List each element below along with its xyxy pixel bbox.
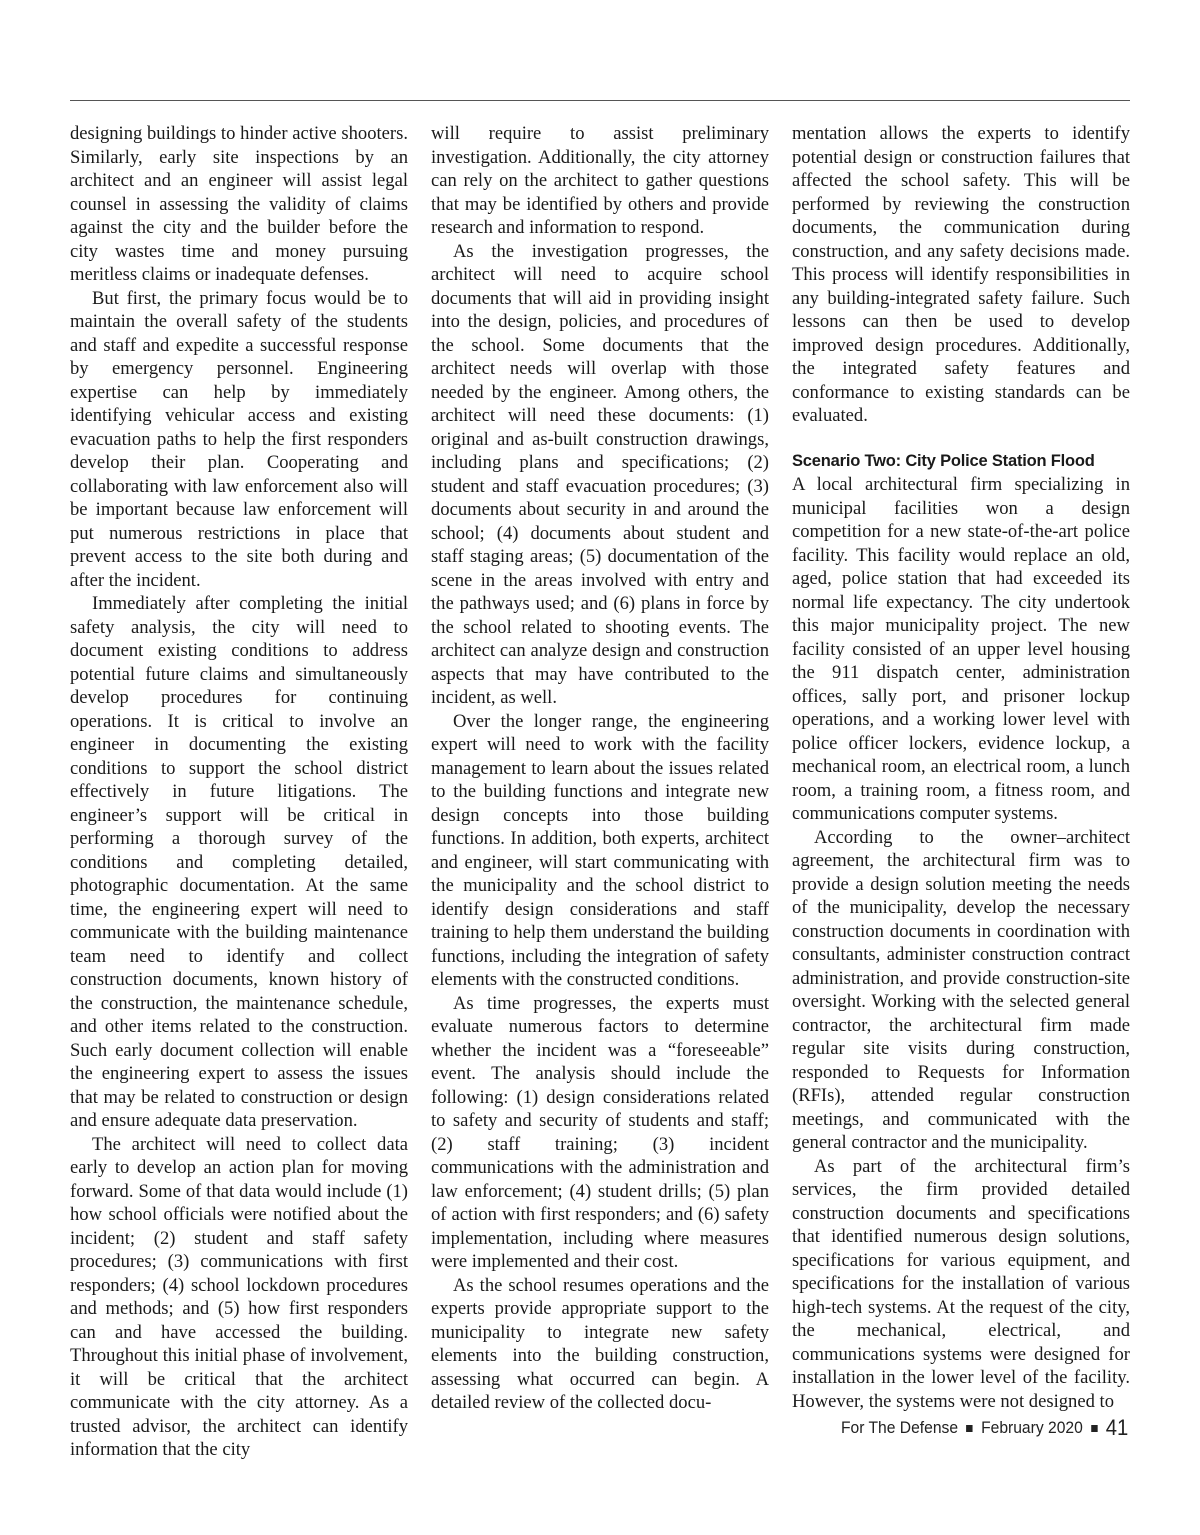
- paragraph: A local architectural firm specializing in municipal facilities won a design competition for a new state-of-the-art police facility. This facility would replace an old, aged, police station that had exceeded its normal life expectancy. The city undertook this major municipality project. The new facility consisted of an upper level housing the 911 dispatch center, administration offices, sally port, and prisoner lockup operations, and a working lower level with police officer lockers, evidence lockup, a mechanical room, an electrical room, a lunch room, a training room, a fitness room, and communications computer systems.: [792, 474, 1130, 824]
- paragraph: designing buildings to hinder active shooters. Similarly, early site inspections by an architect and an engineer will assist legal counsel in assessing the validity of claims against the city and the builder before the city wastes time and money pursuing meritless claims or inadequate defenses.: [70, 123, 408, 285]
- section-heading: Scenario Two: City Police Station Flood: [792, 451, 1095, 470]
- paragraph: The architect will need to collect data early to develop an action plan for moving forward. Some of that data would include (1) how school officials were notified about the incident; (2) student and staff safety procedures; (3) communications with first responders; (4) school lockdown procedures and methods; and (5) how first responders can and have accessed the building. Throughout this initial phase of involvement, it will be critical that the architect communicate with the city attorney. As a trusted advisor, the architect can identify information that the city: [70, 1133, 408, 1460]
- separator-bullet-icon: [1091, 1425, 1097, 1432]
- separator-bullet-icon: [966, 1425, 972, 1432]
- paragraph: As the school resumes operations and the experts provide appropriate support to the municipality to integrate new safety elements into the building construction, assessing what occurred can begin. A detailed review of the collected docu-: [431, 1274, 769, 1413]
- header-rule: [70, 100, 1130, 101]
- paragraph: As time progresses, the experts must evaluate numerous factors to determine whether the incident was a “foreseeable” event. The analysis should include the following: (1) design considerations related to safety and security of students and staff; (2) staff training; (3) incident communications with the administration and law enforcement; (4) student drills; (5) plan of action with first responders; and (6) safety implementation, including where measures were implemented and their cost.: [431, 992, 769, 1272]
- text-column-2: [431, 122, 769, 1415]
- page-footer: [841, 1415, 1128, 1441]
- paragraph: As part of the architectural firm’s services, the firm provided detailed construction documents and specifications that identified numerous design solutions, specifications for various equipment, and specifications for the installation of various high-tech systems. At the request of the city, the mechanical, electrical, and communications systems were designed for installation in the lower level of the facility. However, the systems were not designed to: [792, 1155, 1130, 1412]
- paragraph: As the investigation progresses, the architect will need to acquire school documents that will aid in providing insight into the design, policies, and procedures of the school. Some documents that the architect needs will overlap with those needed by the engineer. Among others, the architect will need these documents: (1) original and as-built construction drawings, including plans and specifications; (2) student and staff evacuation procedures; (3) documents about security in and around the school; (4) documents about student and staff staging areas; (5) documentation of the scene in the areas involved with entry and the pathways used; and (6) plans in force by the school related to shooting events. The architect can analyze design and construction aspects that may have contributed to the incident, as well.: [431, 240, 769, 708]
- text-column-1: [70, 122, 408, 1462]
- paragraph: mentation allows the experts to identify potential design or construction failures that affected the school safety. This will be performed by reviewing the construction documents, the communication during construction, and any safety decisions made. This process will identify responsibilities in any building-integrated safety failure. Such lessons can then be used to develop improved design procedures. Additionally, the integrated safety features and conformance to existing standards can be evaluated.: [792, 123, 1130, 426]
- publication-name: For The Defense: [840, 1418, 958, 1437]
- issue-date: February 2020: [980, 1418, 1083, 1437]
- paragraph: According to the owner–architect agreement, the architectural firm was to provide a design solution meeting the needs of the municipality, develop the necessary construction documents in coordination with consultants, administer construction contract administration, and provide construction-site oversight. Working with the selected general contractor, the architectural firm made regular site visits during construction, responded to Requests for Information (RFIs), attended regular construction meetings, and communicated with the general contractor and the municipality.: [792, 826, 1130, 1153]
- text-column-3: [792, 122, 1130, 1413]
- paragraph: will require to assist preliminary investigation. Additionally, the city attorney can rely on the architect to gather questions that may be identified by others and provide research and information to respond.: [431, 123, 769, 238]
- paragraph: Immediately after completing the initial safety analysis, the city will need to document existing conditions to address potential future claims and simultaneously develop procedures for continuing operations. It is critical to involve an engineer in documenting the existing conditions to support the school district effectively in future litigations. The engineer’s support will be critical in performing a thorough survey of the conditions and completing detailed, photographic documentation. At the same time, the engineering expert will need to communicate with the building maintenance team need to identify and collect construction documents, known history of the construction, the maintenance schedule, and other items related to the construction. Such early document collection will enable the engineering expert to assess the issues that may be related to construction or design and ensure adequate data preservation.: [70, 593, 408, 1131]
- paragraph: But first, the primary focus would be to maintain the overall safety of the students and staff and expedite a successful response by emergency personnel. Engineering expertise can help by immediately identifying vehicular access and existing evacuation paths to help the first responders develop their plan. Cooperating and collaborating with law enforcement also will be important because law enforcement will put numerous restrictions in place that prevent access to the site both during and after the incident.: [70, 287, 408, 591]
- paragraph: Over the longer range, the engineering expert will need to work with the facility management to learn about the issues related to the building functions and integrate new design concepts into those building functions. In addition, both experts, architect and engineer, will start communicating with the municipality and the school district to identify design considerations and staff training to help them understand the building functions, including the integration of safety elements with the constructed conditions.: [431, 710, 769, 990]
- page-number: 41: [1105, 1415, 1128, 1440]
